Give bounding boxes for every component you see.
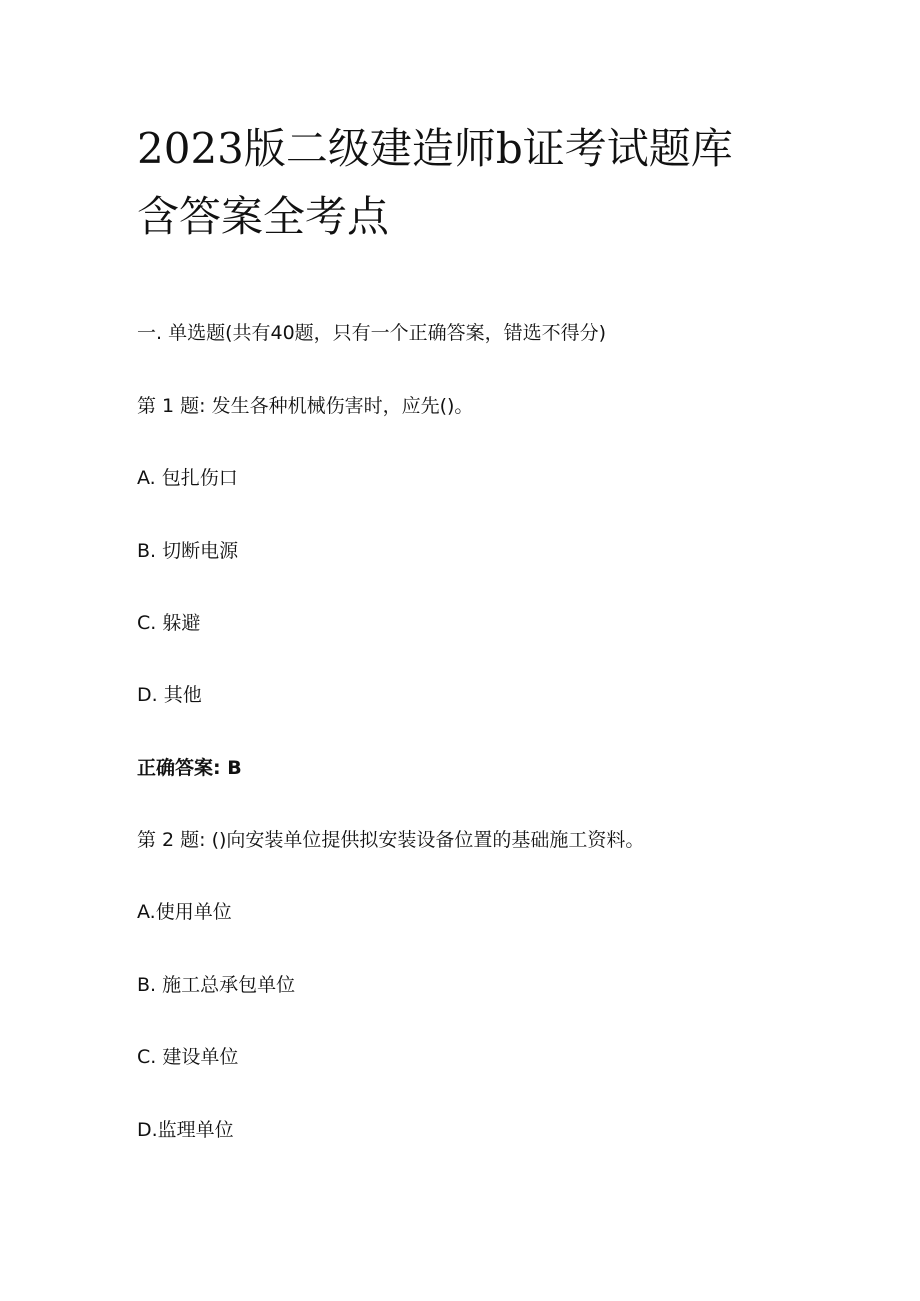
question-1-option-b: B. 切断电源 bbox=[137, 540, 239, 562]
question-1-option-c: C. 躲避 bbox=[137, 612, 201, 634]
question-1-option-a: A. 包扎伤口 bbox=[137, 467, 238, 489]
question-1-answer: 正确答案: B bbox=[137, 757, 242, 779]
question-1-stem: 第 1 题: 发生各种机械伤害时，应先()。 bbox=[137, 395, 474, 417]
question-2-option-d: D.监理单位 bbox=[137, 1119, 234, 1141]
question-2-stem: 第 2 题: ()向安装单位提供拟安装设备位置的基础施工资料。 bbox=[137, 829, 645, 851]
document-title-line-2: 含答案全考点 bbox=[137, 192, 390, 241]
question-2-option-c: C. 建设单位 bbox=[137, 1046, 239, 1068]
question-1-option-d: D. 其他 bbox=[137, 684, 202, 706]
section-heading: 一. 单选题(共有40题，只有一个正确答案，错选不得分) bbox=[137, 322, 607, 344]
document-title-line-1: 2023版二级建造师b证考试题库 bbox=[137, 124, 733, 173]
question-2-option-b: B. 施工总承包单位 bbox=[137, 974, 296, 996]
question-2-option-a: A.使用单位 bbox=[137, 901, 232, 923]
